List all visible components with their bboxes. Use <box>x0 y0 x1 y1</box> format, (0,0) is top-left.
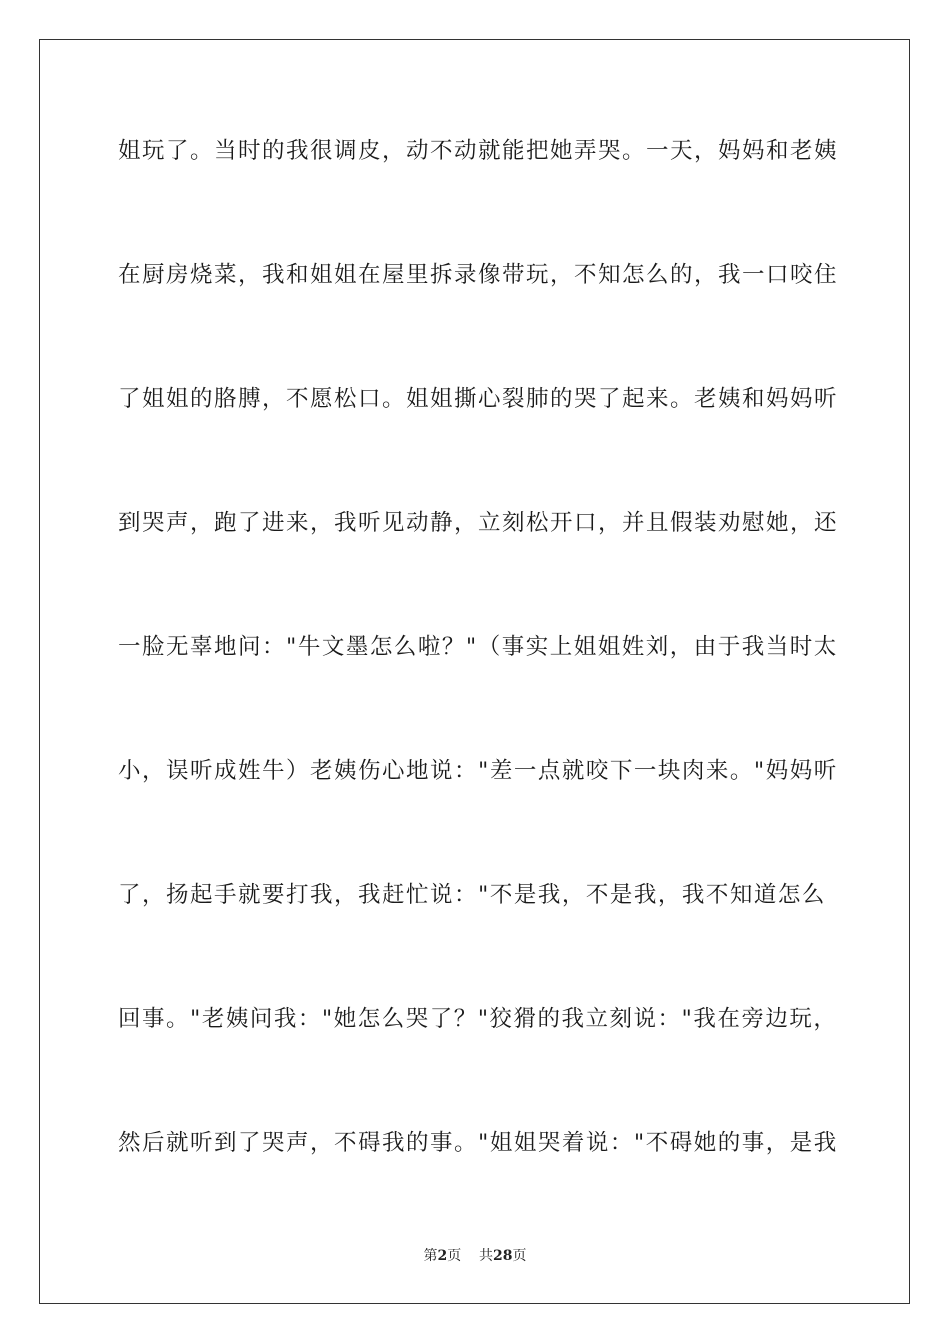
paragraph-line: 了姐姐的胳膊，不愿松口。姐姐撕心裂肺的哭了起来。老姨和妈妈听 <box>118 386 839 412</box>
paragraph-line: 一脸无辜地问："牛文墨怎么啦？"（事实上姐姐姓刘，由于我当时太 <box>118 634 838 660</box>
paragraph-line: 小，误听成姓牛）老姨伤心地说："差一点就咬下一块肉来。"妈妈听 <box>118 758 838 784</box>
paragraph-line: 了，扬起手就要打我，我赶忙说："不是我，不是我，我不知道怎么 <box>118 882 826 908</box>
page-label-suffix: 页 <box>447 1248 462 1264</box>
paragraph-line: 回事。"老姨问我："她怎么哭了？"狡猾的我立刻说："我在旁边玩， <box>118 1006 838 1032</box>
paragraph-line: 然后就听到了哭声，不碍我的事。"姐姐哭着说："不碍她的事，是我 <box>118 1130 838 1156</box>
page-label-prefix: 第 <box>423 1248 438 1264</box>
paragraph-line: 姐玩了。当时的我很调皮，动不动就能把她弄哭。一天，妈妈和老姨 <box>118 138 839 164</box>
current-page-number: 2 <box>437 1248 448 1264</box>
paragraph-line: 到哭声，跑了进来，我听见动静，立刻松开口，并且假装劝慰她，还 <box>118 510 839 536</box>
paragraph-line: 在厨房烧菜，我和姐姐在屋里拆录像带玩，不知怎么的，我一口咬住 <box>118 262 839 288</box>
total-label-prefix: 共 <box>479 1248 494 1264</box>
total-label-suffix: 页 <box>512 1248 527 1264</box>
page-footer <box>0 1247 950 1265</box>
total-pages-number: 28 <box>493 1248 513 1264</box>
page-border <box>39 39 910 1304</box>
